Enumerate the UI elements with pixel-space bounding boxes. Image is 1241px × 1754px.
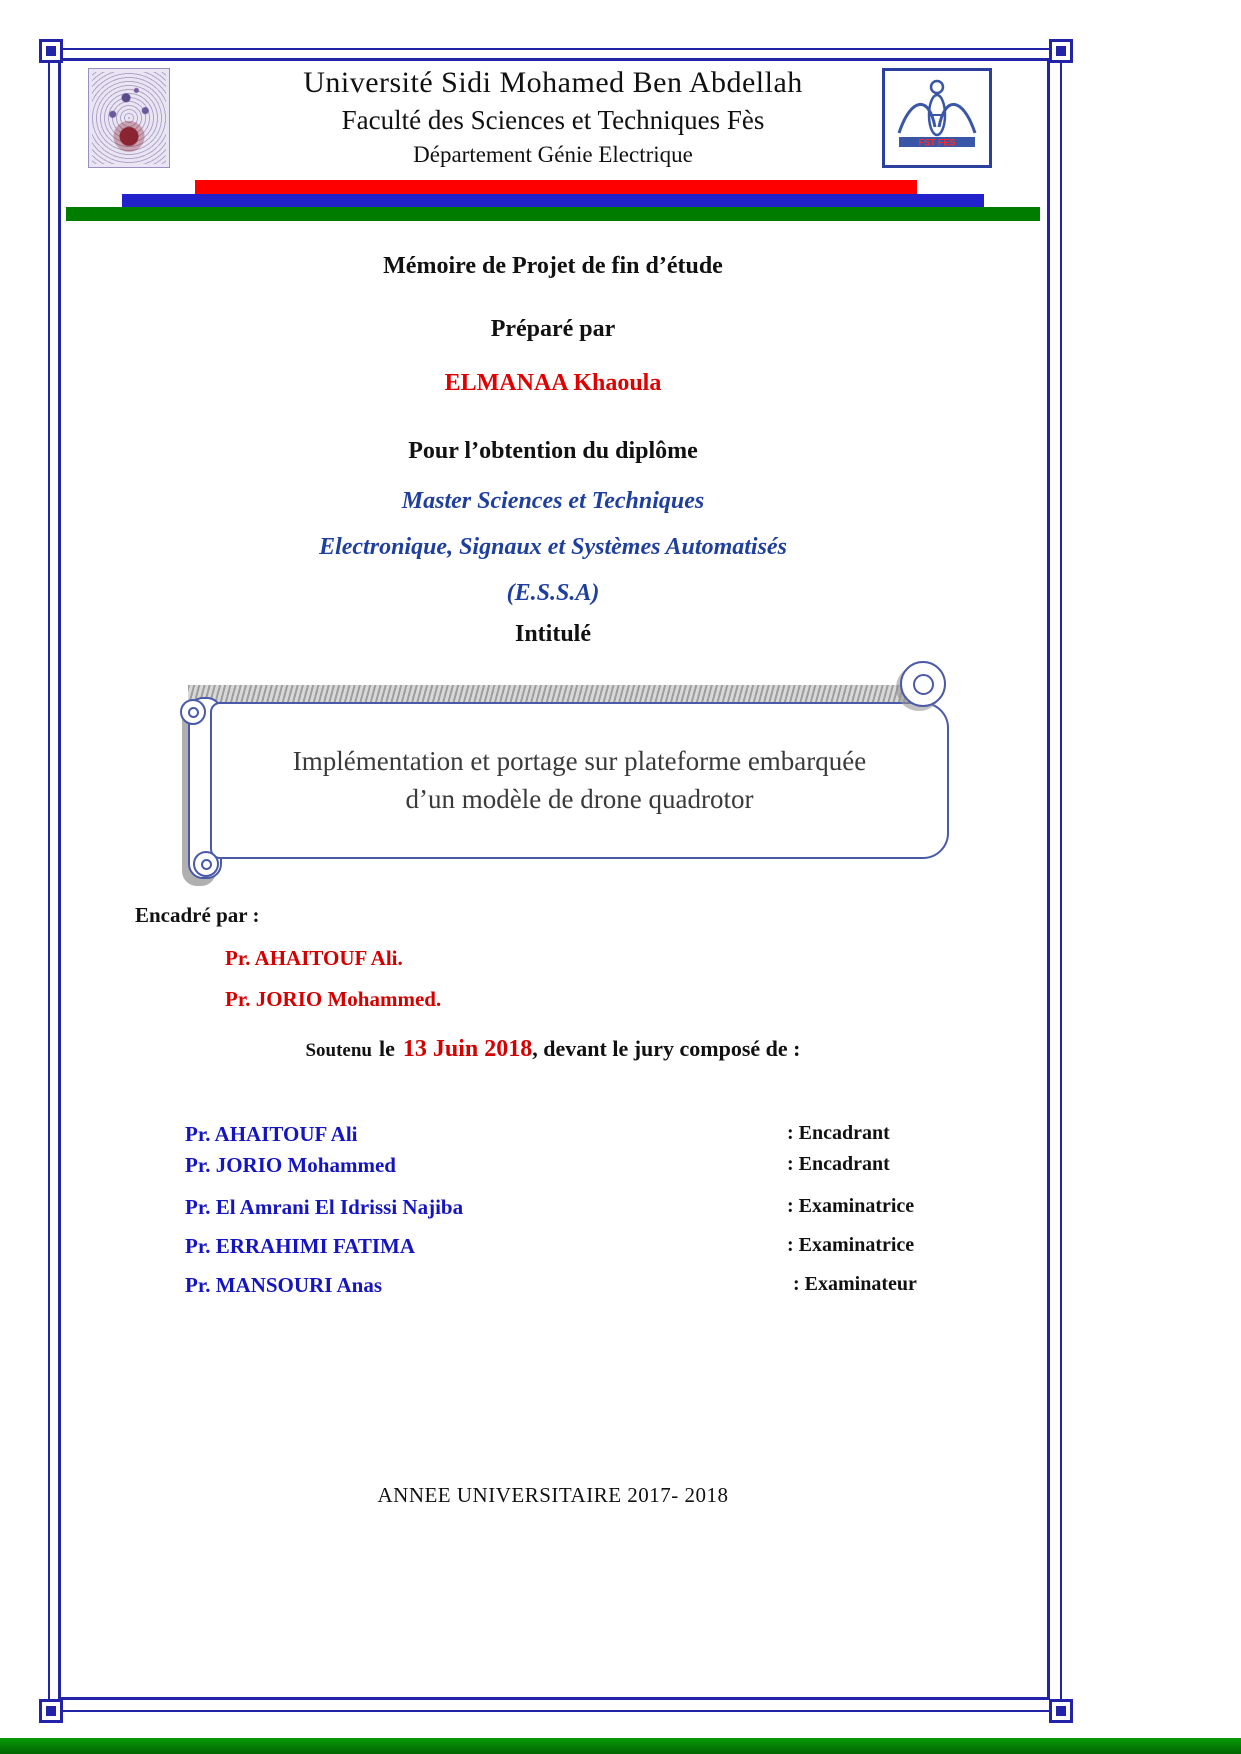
defense-soutenu: Soutenu	[305, 1040, 372, 1061]
page-border-inner	[58, 58, 1050, 1700]
letterhead	[61, 66, 1045, 168]
corner-ornament-bottom-left	[39, 1699, 63, 1723]
defense-line	[61, 1036, 1045, 1063]
prepared-by-label: Préparé par	[490, 316, 616, 342]
scroll-curl-top-left-icon	[180, 699, 206, 725]
jury-row	[185, 1273, 1000, 1298]
scroll-curl-top-right-icon	[900, 661, 946, 707]
jury-row	[185, 1195, 1000, 1220]
supervisor-2: Pr. JORIO Mohammed.	[225, 987, 442, 1011]
memoire-heading: Mémoire de Projet de fin d’étude	[383, 253, 723, 279]
jury-member-role: : Examinateur	[793, 1273, 917, 1295]
department-name: Département Génie Electrique	[413, 142, 693, 167]
defense-le: le	[379, 1036, 395, 1061]
faculty-name: Faculté des Sciences et Techniques Fès	[341, 105, 765, 135]
jury-member-name: Pr. AHAITOUF Ali	[185, 1122, 358, 1146]
project-title-line-2: d’un modèle de drone quadrotor	[405, 783, 754, 814]
intitule-label: Intitulé	[514, 621, 591, 647]
decoration-bar-green	[66, 207, 1040, 221]
decoration-bar-red	[195, 180, 917, 195]
author-name: ELMANAA Khaoula	[444, 370, 662, 396]
jury-member-name: Pr. ERRAHIMI FATIMA	[185, 1234, 416, 1258]
jury-member-name: Pr. El Amrani El Idrissi Najiba	[185, 1195, 464, 1219]
bottom-green-strip	[0, 1738, 1241, 1754]
corner-ornament-top-right	[1049, 39, 1073, 63]
project-title-box	[210, 702, 949, 859]
scroll-curl-bottom-left-icon	[193, 851, 219, 877]
academic-year-footer: ANNEE UNIVERSITAIRE 2017- 2018	[377, 1483, 729, 1507]
jury-member-name: Pr. MANSOURI Anas	[185, 1273, 382, 1297]
jury-member-role: : Examinatrice	[787, 1234, 915, 1256]
defense-date: 13 Juin 2018	[402, 1036, 533, 1062]
supervised-by-label: Encadré par :	[135, 903, 260, 927]
corner-ornament-top-left	[39, 39, 63, 63]
program-line-3: (E.S.S.A)	[506, 580, 600, 606]
university-name: Université Sidi Mohamed Ben Abdellah	[303, 66, 803, 99]
jury-row	[185, 1234, 1000, 1259]
program-line-1: Master Sciences et Techniques	[401, 488, 705, 514]
diploma-heading: Pour l’obtention du diplôme	[408, 438, 698, 464]
jury-member-role: : Encadrant	[787, 1153, 890, 1175]
scroll-top-shadow	[188, 685, 916, 702]
jury-member-role: : Encadrant	[787, 1122, 890, 1144]
jury-row	[185, 1153, 1000, 1178]
corner-ornament-bottom-right	[1049, 1699, 1073, 1723]
fst-logo-caption: FST FES	[918, 137, 956, 148]
title-scroll-banner	[180, 655, 955, 875]
defense-rest: , devant le jury composé de :	[532, 1036, 801, 1061]
supervisor-1: Pr. AHAITOUF Ali.	[225, 946, 403, 970]
jury-member-role: : Examinatrice	[787, 1195, 915, 1217]
jury-row	[185, 1122, 1000, 1147]
jury-member-name: Pr. JORIO Mohammed	[185, 1153, 396, 1177]
project-title-line-1: Implémentation et portage sur plateforme embarquée	[292, 746, 867, 777]
program-line-2: Electronique, Signaux et Systèmes Automatisés	[319, 534, 787, 560]
